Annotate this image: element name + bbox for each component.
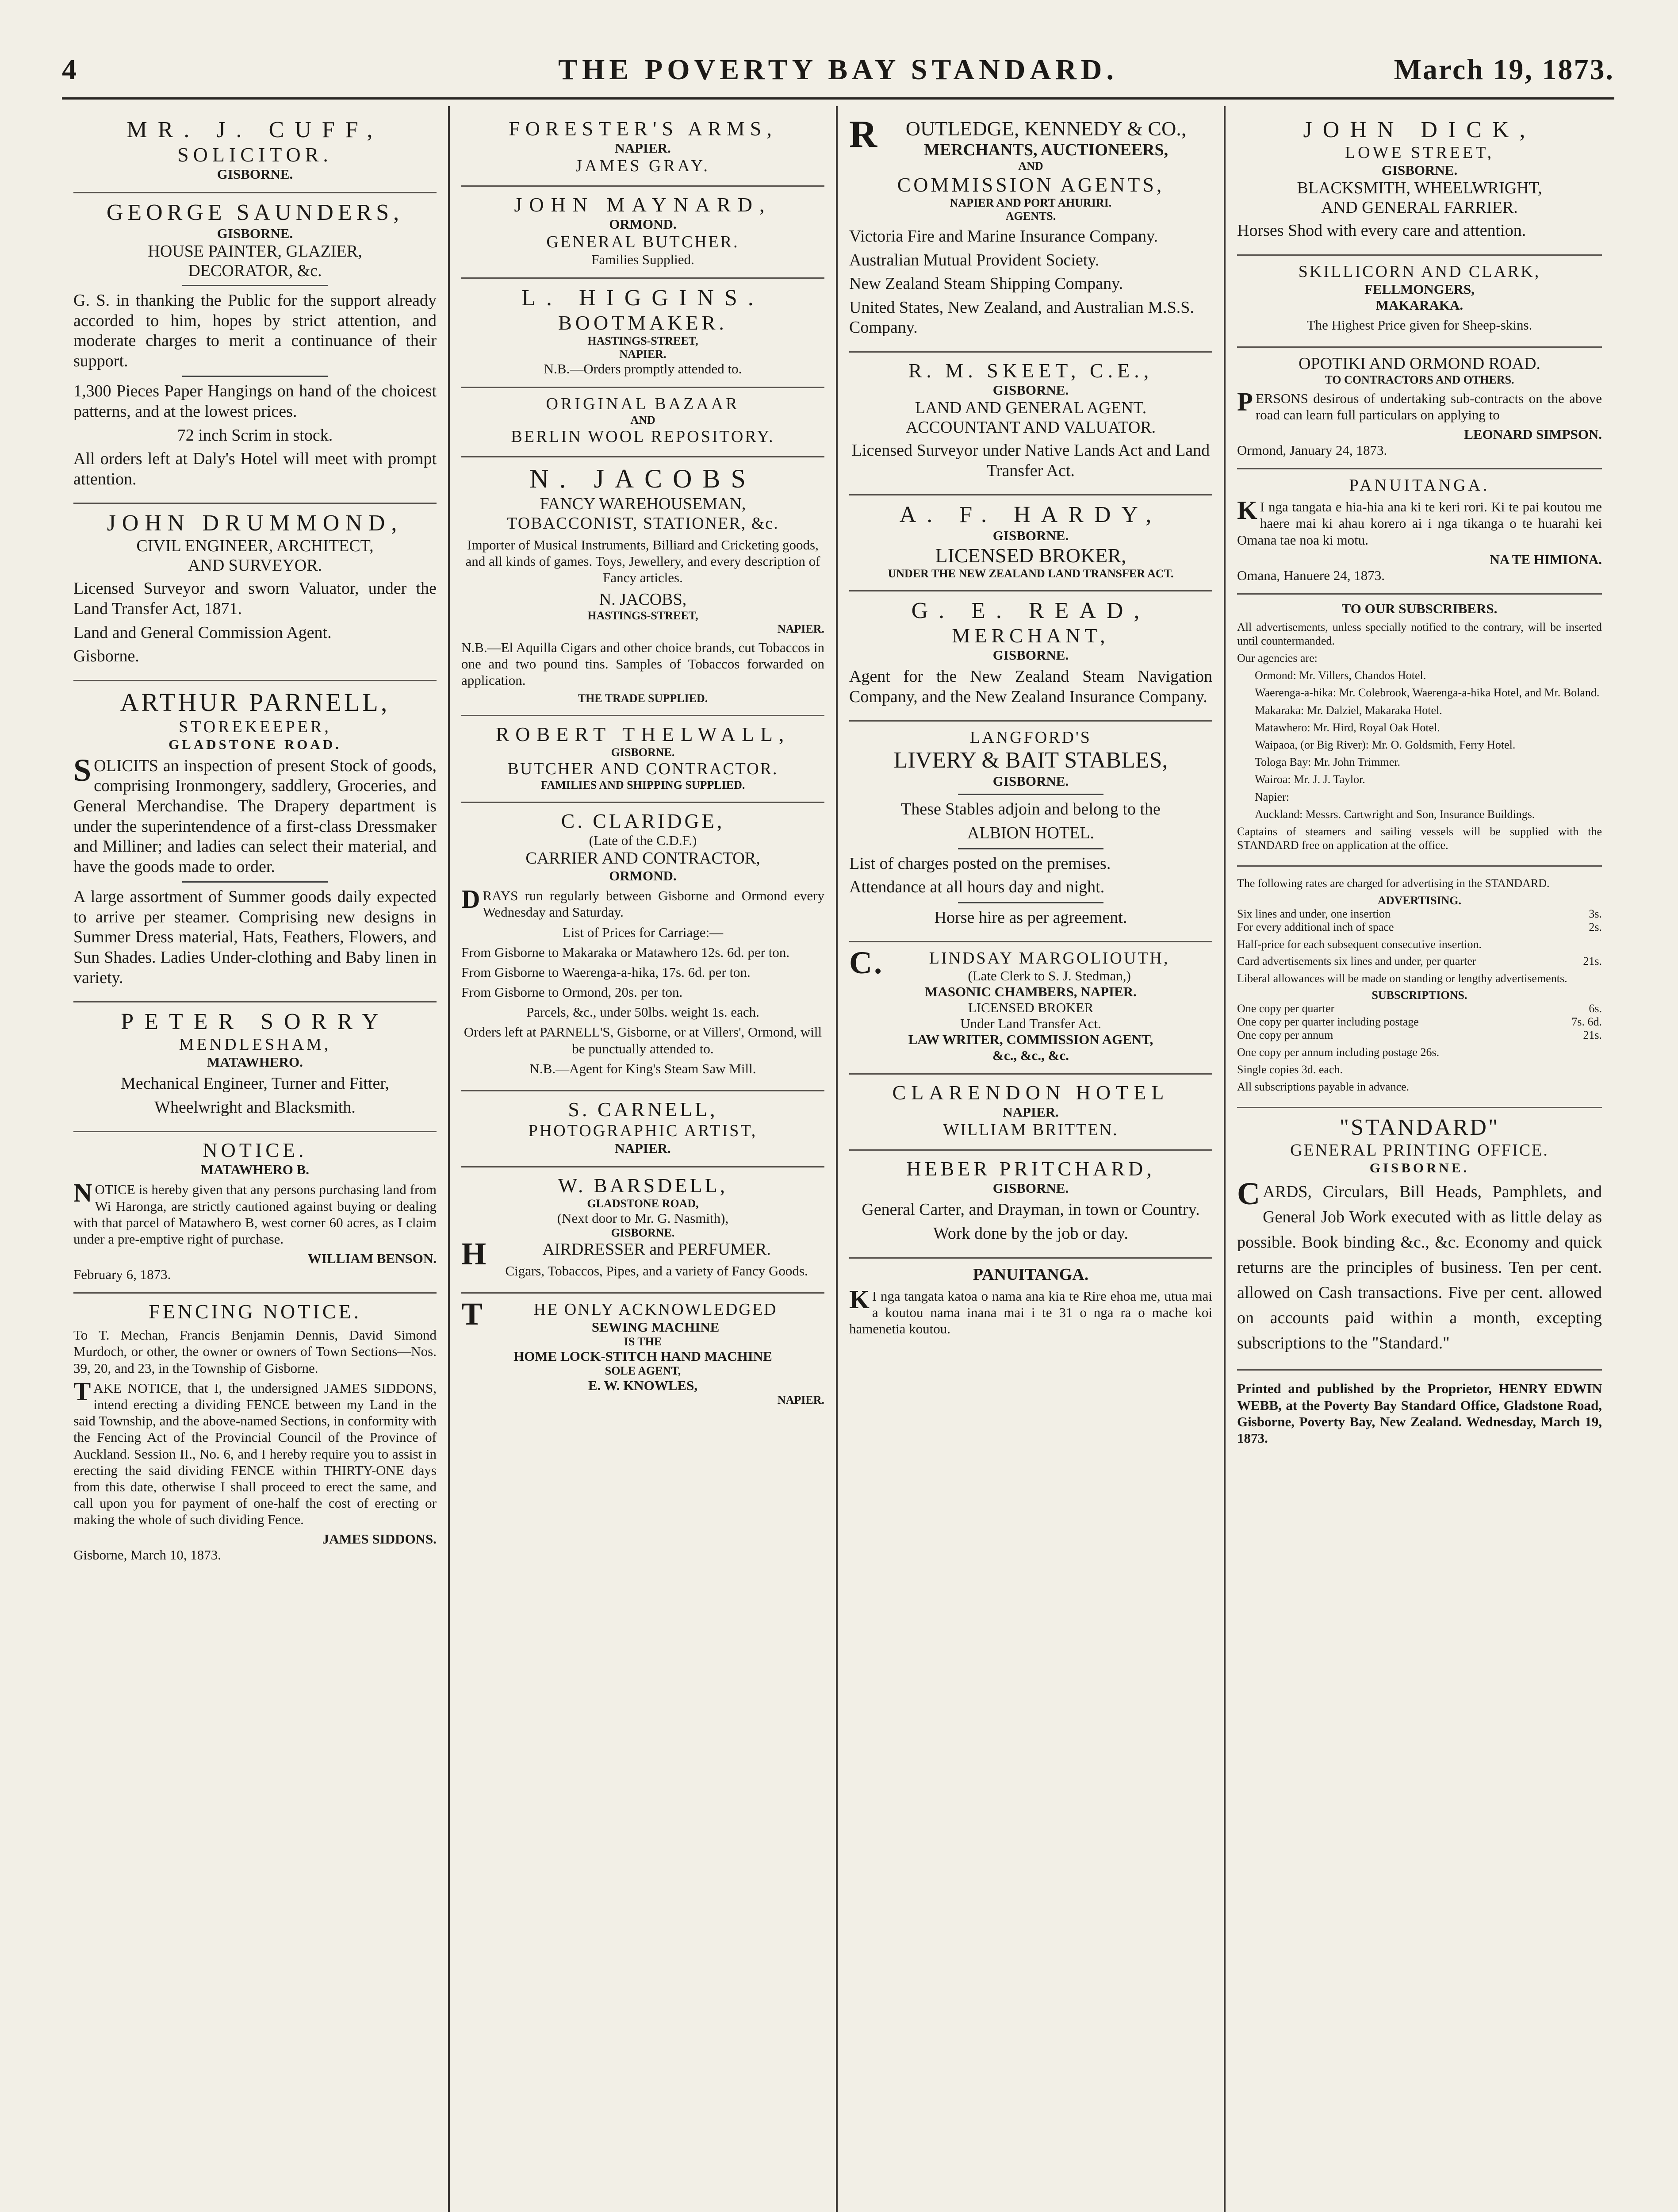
ad-date: Omana, Hanuere 24, 1873. <box>1237 567 1385 583</box>
agency-item: Australian Mutual Provident Society. <box>849 250 1100 269</box>
ad-title: ROBERT THELWALL, <box>495 723 790 746</box>
rate-row <box>1237 955 1602 968</box>
ad-text: Horses Shod with every care and attention. <box>1237 221 1526 240</box>
ad-line: AND <box>1018 160 1043 173</box>
agency-item: New Zealand Steam Shipping Company. <box>849 274 1123 293</box>
ad-place: GISBORNE. <box>611 1226 675 1239</box>
ad-text: Gisborne. <box>73 647 139 666</box>
ad-role: FELLMONGERS, <box>1364 281 1475 297</box>
ad-place: MATAWHERO. <box>207 1054 303 1070</box>
ad-text: Importer of Musical Instruments, Billiard and Cricketing goods, and all kinds of games. Toys, Jewellery, and every description of Fancy articles. <box>465 537 820 586</box>
ad-text: The following rates are charged for advertising in the STANDARD. <box>1237 877 1550 890</box>
ad-place: MENDLESHAM, <box>179 1035 331 1054</box>
ad-text: 1,300 Pieces Paper Hangings on hand of the choicest patterns, and at the lowest prices. <box>73 382 437 421</box>
ad-routledge <box>849 111 1212 353</box>
ad-role: CIVIL ENGINEER, ARCHITECT, <box>136 537 374 556</box>
ad-title: JOHN DRUMMOND, <box>107 511 403 536</box>
ad-text: KI nga tangata katoa o nama ana kia te Rire ehoa me, utua mai a koutou nama inana mai i te 31 o nga ra o mache koi hamenetia koutou. <box>849 1285 1212 1336</box>
ad-text: Wheelwright and Blacksmith. <box>154 1098 356 1117</box>
ad-role: MERCHANT, <box>952 624 1110 647</box>
ad-langford <box>849 722 1212 942</box>
ad-title: PANUITANGA. <box>973 1265 1089 1284</box>
ad-cuff <box>73 111 437 193</box>
ad-hardy <box>849 495 1212 591</box>
rate-row: One copy per annum including postage 26s. <box>1237 1045 1440 1059</box>
ad-role: LIVERY & BAIT STABLES, <box>893 748 1168 773</box>
rate-row: All subscriptions payable in advance. <box>1237 1080 1410 1094</box>
ad-place: GISBORNE. <box>217 226 293 241</box>
ad-bazaar <box>461 388 824 457</box>
divider <box>958 902 1103 903</box>
ad-opotiki <box>1237 348 1602 469</box>
ad-text: All advertisements, unless specially notified to the contrary, will be inserted until countermanded. <box>1237 620 1602 647</box>
ad-text: Land and General Commission Agent. <box>73 623 332 642</box>
ad-role: BOOTMAKER. <box>558 311 728 334</box>
ad-place: GISBORNE. <box>992 382 1069 398</box>
ad-panuitanga-rire <box>849 1259 1212 1351</box>
ad-place: NAPIER. <box>777 1394 824 1407</box>
ad-signature: LEONARD SIMPSON. <box>1464 426 1602 442</box>
ad-text: Mechanical Engineer, Turner and Fitter, <box>121 1074 389 1093</box>
ad-title: L. HIGGINS. <box>521 285 764 311</box>
agency-item: Wairoa: Mr. J. J. Taylor. <box>1255 773 1365 786</box>
issue-date: March 19, 1873. <box>1394 54 1614 86</box>
ad-place: NAPIER. <box>615 140 671 156</box>
ad-role: MERCHANTS, AUCTIONEERS, <box>923 141 1168 159</box>
page-number: 4 <box>62 54 79 86</box>
column-4 <box>1226 106 1613 2212</box>
ad-line: AND <box>630 414 655 426</box>
ad-note: N.B.—Agent for King's Steam Saw Mill. <box>529 1060 756 1076</box>
ad-signature: JAMES SIDDONS. <box>322 1531 437 1547</box>
ad-title: TO OUR SUBSCRIBERS. <box>1341 600 1498 616</box>
rate-label: Six lines and under, one insertion <box>1237 907 1391 920</box>
ad-role: FANCY WAREHOUSEMAN, <box>540 495 746 513</box>
ad-role: SOLICITOR. <box>177 143 333 166</box>
ad-role: LAND AND GENERAL AGENT. <box>915 398 1147 417</box>
ad-subscribers <box>1237 595 1602 867</box>
agency-item: Waipaoa, (or Big River): Mr. O. Goldsmith, Ferry Hotel. <box>1255 738 1516 752</box>
ad-place: GISBORNE. <box>992 1180 1069 1196</box>
ad-thelwall <box>461 716 824 803</box>
ad-note: Families Supplied. <box>591 252 694 267</box>
ad-clarendon <box>849 1075 1212 1151</box>
ad-text: KI nga tangata e hia-hia ana ki te keri rori. Ki te pai koutou me haere mai ki ahau korero ai i nga tikanga o te huarahi kei Omana tae noa ki motu. <box>1237 496 1602 548</box>
divider <box>958 848 1103 849</box>
rate-label: Card advertisements six lines and under, per quarter <box>1237 954 1476 968</box>
agency-item: Makaraka: Mr. Dalziel, Makaraka Hotel. <box>1255 703 1442 717</box>
ad-benson-notice <box>73 1132 437 1294</box>
ad-text: NOTICE is hereby given that any persons purchasing land from Wi Haronga, are strictly cautioned against buying or dealing with that parcel of Matawhero B, west corner 60 acres, as I claim under a pre-emptive right of purchase. <box>73 1179 437 1247</box>
ad-role: LAW WRITER, COMMISSION AGENT, <box>908 1032 1153 1048</box>
rate-value: 21s. <box>1583 954 1602 968</box>
ad-place: GISBORNE. <box>217 166 293 182</box>
price-row: From Gisborne to Ormond, 20s. per ton. <box>461 984 683 1000</box>
ad-role: GENERAL BUTCHER. <box>546 233 739 251</box>
ad-text: ALBION HOTEL. <box>967 823 1095 842</box>
ad-place: NAPIER. <box>777 622 824 635</box>
ad-note: (Late of the C.D.F.) <box>589 833 697 849</box>
ad-title: C.LINDSAY MARGOLIOUTH, <box>849 945 1170 981</box>
ad-title: THE ONLY ACKNOWLEDGED <box>461 1296 778 1332</box>
ad-place: MAKARAKA. <box>1375 297 1463 313</box>
ad-fencing-notice <box>73 1294 437 1573</box>
agency-item: Ormond: Mr. Villers, Chandos Hotel. <box>1255 669 1426 682</box>
ad-text: List of Prices for Carriage:— <box>562 924 724 940</box>
ad-address: GLADSTONE ROAD. <box>169 736 341 752</box>
ad-title: ARTHUR PARNELL, <box>120 687 390 717</box>
ad-place: GISBORNE. <box>992 647 1069 663</box>
ad-street: HASTINGS-STREET, <box>587 609 698 622</box>
rate-row <box>1237 907 1602 921</box>
ad-text: All orders left at Daly's Hotel will meet with prompt attention. <box>73 449 437 488</box>
ad-signature: NA TE HIMIONA. <box>1490 551 1602 567</box>
ad-title: OPOTIKI AND ORMOND ROAD. <box>1299 354 1540 373</box>
divider <box>182 285 327 286</box>
ad-line: HOME LOCK-STITCH HAND MACHINE <box>513 1348 772 1364</box>
ad-title: FORESTER'S ARMS, <box>509 117 777 140</box>
ad-place: ORMOND. <box>609 216 677 232</box>
ad-note: &c., &c., &c. <box>992 1048 1069 1064</box>
ad-place: GISBORNE. <box>1381 162 1458 178</box>
ad-title: S. CARNELL, <box>568 1098 718 1121</box>
agency-item: Matawhero: Mr. Hird, Royal Oak Hotel. <box>1255 721 1440 734</box>
ad-title: "STANDARD" <box>1339 1115 1500 1141</box>
page-columns <box>62 106 1614 2212</box>
masthead <box>62 49 1614 100</box>
ad-subtitle: TO CONTRACTORS AND OTHERS. <box>1325 373 1514 386</box>
rate-row: Liberal allowances will be made on standing or lengthy advertisements. <box>1237 972 1567 985</box>
rate-value: 21s. <box>1583 1028 1602 1041</box>
ad-drummond <box>73 504 437 681</box>
agency-item: Tologa Bay: Mr. John Trimmer. <box>1255 756 1400 769</box>
ad-place: GISBORNE. <box>992 528 1069 544</box>
ad-date: February 6, 1873. <box>73 1267 171 1283</box>
ad-place: NAPIER. <box>619 348 667 361</box>
ad-text: CARDS, Circulars, Bill Heads, Pamphlets, and General Job Work executed with as little delay as possible. Book binding &c., &c. Economy and quick returns are the principles of business. Ten per cent. allowed on Cash transactions. Five per cent. allowed on accounts paid within a month, excepting subscriptions to the "Standard." <box>1237 1176 1602 1353</box>
ad-title: HEBER PRITCHARD, <box>906 1157 1155 1180</box>
ad-signature: WILLIAM BENSON. <box>307 1251 437 1267</box>
ad-panuitanga-himiona <box>1237 469 1602 595</box>
ad-carnell <box>461 1091 824 1167</box>
ad-text: List of charges posted on the premises. <box>849 854 1111 873</box>
column-3 <box>838 106 1226 2212</box>
ad-title: CLARENDON HOTEL <box>892 1081 1169 1104</box>
ad-role: BUTCHER AND CONTRACTOR. <box>507 760 778 779</box>
ad-line: IS THE <box>624 1335 662 1348</box>
ad-place: NAPIER AND PORT AHURIRI. <box>950 196 1112 209</box>
ad-note: N.B.—Orders promptly attended to. <box>544 361 742 376</box>
ad-text: A large assortment of Summer goods daily expected to arrive per steamer. Comprising new designs in Summer Dress material, Hats, Feathers, Flowers, and Sun Shades. Ladies Under-clothing and Baby linen in variety. <box>73 887 437 987</box>
ad-role: COMMISSION AGENTS, <box>897 173 1165 196</box>
ad-pritchard <box>849 1151 1212 1258</box>
ad-sewing-machine <box>461 1294 824 1417</box>
rate-row <box>1237 921 1602 934</box>
column-1 <box>62 106 450 2212</box>
ad-title: A. F. HARDY, <box>899 502 1162 528</box>
imprint <box>1237 1371 1602 1459</box>
ad-title: C. CLARIDGE, <box>561 810 725 833</box>
ad-role: PHOTOGRAPHIC ARTIST, <box>528 1121 758 1140</box>
price-row: From Gisborne to Waerenga-a-hika, 17s. 6d. per ton. <box>461 964 751 980</box>
ad-subtitle: MATAWHERO B. <box>200 1162 310 1178</box>
ad-subtitle: SUBSCRIPTIONS. <box>1372 988 1467 1002</box>
rate-label: One copy per quarter including postage <box>1237 1015 1419 1028</box>
ad-title: LANGFORD'S <box>970 728 1092 747</box>
ad-place: NAPIER. <box>1003 1104 1059 1120</box>
ad-address: MASONIC CHAMBERS, NAPIER. <box>925 984 1137 1000</box>
ad-place: NAPIER. <box>615 1141 671 1156</box>
ad-text: TAKE NOTICE, that I, the undersigned JAMES SIDDONS, intend erecting a dividing FENCE between my Land in the said Township, and the above-named Sections, in conformity with the Fencing Act of the Provincial Council of the Province of Auckland. Session II., No. 6, and I hereby require you to assist in erecting the said dividing FENCE within THIRTY-ONE days from this date, otherwise I shall proceed to erect the same, and call upon you for payment of one-half the cost of erecting or making the whole of such dividing Fence. <box>73 1377 437 1528</box>
ad-role: TOBACCONIST, STATIONER, &c. <box>507 514 779 533</box>
ad-title: JOHN DICK, <box>1303 117 1536 142</box>
ad-text: Cigars, Tobaccos, Pipes, and a variety of Fancy Goods. <box>505 1263 808 1279</box>
ad-title: W. BARSDELL, <box>558 1174 728 1197</box>
ad-line: BERLIN WOOL REPOSITORY. <box>511 427 775 446</box>
ad-role: LICENSED BROKER <box>968 1000 1094 1016</box>
ad-owner: WILLIAM BRITTEN. <box>943 1121 1119 1140</box>
ad-title: ORIGINAL BAZAAR <box>546 395 740 413</box>
rate-row <box>1237 1029 1602 1042</box>
ad-title: ROUTLEDGE, KENNEDY & CO., <box>849 112 1187 155</box>
ad-note: (Next door to Mr. G. Nasmith), <box>557 1210 729 1226</box>
ad-role: AND GENERAL FARRIER. <box>1321 198 1518 217</box>
ad-text: To T. Mechan, Francis Benjamin Dennis, David Simond Murdoch, or other, the owner or owners of Town Sections—Nos. 39, 20, and 23, in the Township of Gisborne. <box>73 1327 437 1376</box>
rate-value: 3s. <box>1589 907 1602 920</box>
ad-role: AND SURVEYOR. <box>188 556 322 575</box>
agency-item: Auckland: Messrs. Cartwright and Son, Insurance Buildings. <box>1255 807 1535 821</box>
ad-title: SKILLICORN AND CLARK, <box>1298 262 1541 281</box>
ad-role: Under Land Transfer Act. <box>960 1016 1101 1032</box>
ad-text: Work done by the job or day. <box>933 1224 1128 1243</box>
ad-owner: E. W. KNOWLES, <box>588 1378 698 1394</box>
ad-text: Horse hire as per agreement. <box>934 908 1127 927</box>
ad-note: FAMILIES AND SHIPPING SUPPLIED. <box>540 779 745 792</box>
ad-text: PERSONS desirous of undertaking sub-contracts on the above road can learn full particulars on applying to <box>1237 387 1602 422</box>
ad-subtitle: Our agencies are: <box>1237 652 1318 665</box>
ad-barsdell <box>461 1167 824 1294</box>
ad-parnell <box>73 681 437 1003</box>
ad-text: General Carter, and Drayman, in town or Country. <box>862 1200 1200 1219</box>
ad-subtitle: GENERAL PRINTING OFFICE. <box>1290 1141 1549 1160</box>
ad-title: G. E. READ, <box>911 598 1150 624</box>
ad-skeet <box>849 353 1212 495</box>
ad-trade: HOUSE PAINTER, GLAZIER, <box>148 242 362 261</box>
ad-title: MR. J. CUFF, <box>126 117 383 142</box>
ad-foresters-arms <box>461 111 824 187</box>
rate-value: 2s. <box>1589 920 1602 933</box>
rate-row <box>1237 1015 1602 1029</box>
ad-title: NOTICE. <box>203 1139 307 1162</box>
ad-text: N.B.—El Aquilla Cigars and other choice brands, cut Tobaccos in one and two pound tins. Samples of Tobaccos forwarded on application. <box>461 639 824 688</box>
ad-subtitle: AGENTS. <box>1005 210 1056 223</box>
rate-row <box>1237 1002 1602 1015</box>
ad-note: THE TRADE SUPPLIED. <box>578 692 708 705</box>
ad-skillicorn <box>1237 256 1602 348</box>
ad-printing-office <box>1237 1108 1602 1371</box>
ad-title: PANUITANGA. <box>1349 476 1490 495</box>
ad-claridge <box>461 803 824 1091</box>
ad-maynard <box>461 187 824 279</box>
ad-place: GISBORNE. <box>1369 1160 1470 1176</box>
ad-text: Licensed Surveyor under Native Lands Act and Land Transfer Act. <box>851 441 1210 480</box>
ad-text: The Highest Price given for Sheep-skins. <box>1306 317 1532 333</box>
ad-text: Orders left at PARNELL'S, Gisborne, or at Villers', Ormond, will be punctually attended to. <box>464 1024 822 1056</box>
ad-role: HAIRDRESSER and PERFUMER. <box>461 1236 771 1271</box>
ad-address: GLADSTONE ROAD, <box>587 1197 699 1210</box>
rate-row: Half-price for each subsequent consecutive insertion. <box>1237 937 1482 951</box>
ad-text: Attendance at all hours day and night. <box>849 878 1105 897</box>
ad-text: SOLICITS an inspection of present Stock of goods, comprising Ironmongery, saddlery, Groceries, and General Merchandise. The Drapery department is under the superintendence of a first-class Dressmaker and Milliner; and ladies can select their material, and have the goods made to order. <box>73 752 437 876</box>
ad-date: Ormond, January 24, 1873. <box>1237 442 1387 458</box>
ad-note: SOLE AGENT, <box>605 1364 681 1378</box>
imprint-text: Printed and published by the Proprietor, HENRY EDWIN WEBB, at the Poverty Bay Standard Office, Gladstone Road, Gisborne, Poverty Bay, New Zealand. Wednesday, March 19, 1873. <box>1237 1381 1602 1446</box>
ad-text: Agent for the New Zealand Steam Navigation Company, and the New Zealand Insurance Company. <box>849 667 1212 706</box>
ad-place: ORMOND. <box>609 868 677 884</box>
ad-owner: JAMES GRAY. <box>575 157 710 175</box>
ad-title: GEORGE SAUNDERS, <box>106 200 404 225</box>
ad-role: BLACKSMITH, WHEELWRIGHT, <box>1297 179 1542 197</box>
ad-text: Captains of steamers and sailing vessels will be supplied with the STANDARD free on application at the office. <box>1237 825 1602 852</box>
divider <box>182 881 327 883</box>
ad-subtitle: ADVERTISING. <box>1377 894 1462 907</box>
agency-item: Waerenga-a-hika: Mr. Colebrook, Waerenga-a-hika Hotel, and Mr. Boland. <box>1255 686 1600 699</box>
ad-saunders <box>73 193 437 504</box>
ad-higgins <box>461 279 824 388</box>
agency-item: Victoria Fire and Marine Insurance Company. <box>849 227 1158 246</box>
ad-title: FENCING NOTICE. <box>149 1300 361 1323</box>
rate-label: For every additional inch of space <box>1237 920 1394 933</box>
column-2 <box>450 106 838 2212</box>
ad-line: SEWING MACHINE <box>591 1319 720 1335</box>
price-row: From Gisborne to Makaraka or Matawhero 12s. 6d. per ton. <box>461 944 790 960</box>
ad-dick <box>1237 111 1602 256</box>
ad-title: R. M. SKEET, C.E., <box>908 359 1153 382</box>
ad-margoliouth <box>849 942 1212 1075</box>
divider <box>182 376 327 377</box>
agency-item: United States, New Zealand, and Australian M.S.S. Company. <box>849 298 1194 337</box>
ad-title: PETER SORRY <box>121 1009 389 1035</box>
agency-item: Napier: <box>1255 790 1289 803</box>
rate-label: One copy per quarter <box>1237 1002 1335 1015</box>
price-row: Parcels, &c., under 50lbs. weight 1s. each. <box>526 1004 759 1020</box>
ad-place: GISBORNE. <box>611 746 675 759</box>
ad-title: JOHN MAYNARD, <box>514 193 772 216</box>
ad-text: These Stables adjoin and belong to the <box>901 800 1161 819</box>
ad-jacobs <box>461 457 824 716</box>
ad-signature: N. JACOBS, <box>599 590 687 609</box>
divider <box>958 794 1103 795</box>
rate-value: 6s. <box>1589 1002 1602 1015</box>
ad-place: GISBORNE. <box>992 773 1069 789</box>
ad-role: LICENSED BROKER, <box>935 544 1126 567</box>
rate-row: Single copies 3d. each. <box>1237 1063 1343 1076</box>
ad-text: DRAYS run regularly between Gisborne and Ormond every Wednesday and Saturday. <box>461 885 824 920</box>
newspaper-title: THE POVERTY BAY STANDARD. <box>558 54 1118 86</box>
ad-read <box>849 591 1212 722</box>
ad-rates <box>1237 867 1602 1108</box>
ad-sorry <box>73 1002 437 1132</box>
ad-text: Licensed Surveyor and sworn Valuator, under the Land Transfer Act, 1871. <box>73 579 437 618</box>
ad-trade: DECORATOR, &c. <box>188 261 322 280</box>
ad-text: 72 inch Scrim in stock. <box>177 426 333 445</box>
ad-date: Gisborne, March 10, 1873. <box>73 1547 222 1563</box>
ad-role: ACCOUNTANT AND VALUATOR. <box>905 418 1156 437</box>
ad-note: (Late Clerk to S. J. Stedman,) <box>968 968 1131 984</box>
ad-role: STOREKEEPER, <box>179 717 331 736</box>
ad-street: HASTINGS-STREET, <box>587 334 698 347</box>
ad-address: LOWE STREET, <box>1345 143 1494 162</box>
ad-title: N. JACOBS <box>529 464 756 493</box>
ad-text: G. S. in thanking the Public for the support already accorded to him, hopes by strict attention, and moderate charges to merit a continuance of their support. <box>73 291 437 370</box>
ad-role: CARRIER AND CONTRACTOR, <box>525 849 760 868</box>
ad-note: UNDER THE NEW ZEALAND LAND TRANSFER ACT. <box>888 567 1174 580</box>
rate-value: 7s. 6d. <box>1571 1015 1602 1028</box>
rate-label: One copy per annum <box>1237 1028 1333 1041</box>
